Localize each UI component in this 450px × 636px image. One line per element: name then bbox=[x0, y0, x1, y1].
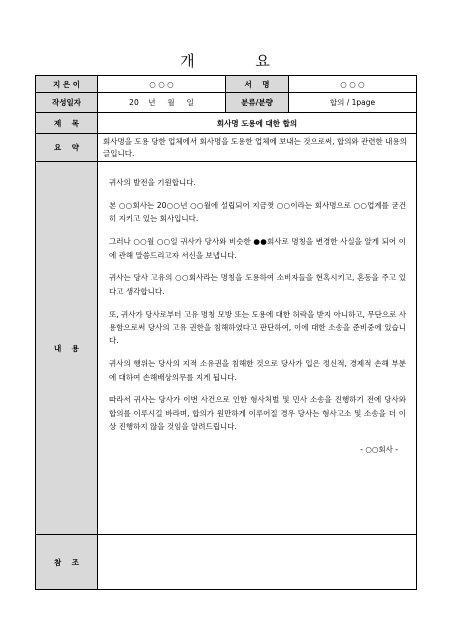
content-label: 내 용 bbox=[36, 162, 98, 535]
reference-value[interactable] bbox=[98, 535, 417, 590]
summary-label: 요 약 bbox=[36, 134, 98, 162]
document-title: 개 요 bbox=[180, 52, 298, 70]
signature-value[interactable]: ○ ○ ○ bbox=[289, 76, 417, 93]
reference-label: 참 조 bbox=[36, 535, 98, 590]
content-paragraph: 본 ○○회사는 20○○년 ○○월에 설립되어 지금껏 ○○이라는 회사명으로 ○○업계를 굳건히 지키고 있는 회사입니다. bbox=[109, 201, 406, 224]
category-label: 분류/분량 bbox=[226, 93, 289, 113]
summary-sheet bbox=[35, 75, 417, 590]
content-paragraph: 귀사의 발전을 기원합니다. bbox=[109, 178, 196, 188]
summary-value[interactable]: 회사명을 도용 당한 업체에서 회사명을 도용한 업체에 보내는 것으로써, 합의와 관련한 내용의 글입니다. bbox=[98, 134, 417, 162]
content-paragraph: 귀사는 당사 고유의 ○○회사라는 명칭을 도용하여 소비자들을 현혹시키고, 혼동을 주고 있다고 생각합니다. bbox=[109, 273, 406, 296]
date-label: 작성일자 bbox=[36, 93, 98, 113]
signature-label: 서 명 bbox=[226, 76, 289, 93]
company-sign: - ○○회사 - bbox=[360, 444, 398, 454]
writer-value[interactable]: ○ ○ ○ bbox=[98, 76, 226, 93]
subject-label: 제 목 bbox=[36, 113, 98, 134]
content-body[interactable] bbox=[98, 162, 417, 535]
content-paragraph: 따라서 귀사는 당사가 이번 사건으로 인한 형사처벌 및 민사 소송을 진행하기 전에 당사와 합의를 이루시길 바라며, 합의가 원만하게 이루어질 경우 당사는 형사고소 및 소송을 더 이상 진행하지 않을 것임을 알려드립니다. bbox=[109, 395, 406, 432]
category-value[interactable]: 합의 / 1page bbox=[289, 93, 417, 113]
content-paragraph: 귀사의 행위는 당사의 지적 소유권을 침해한 것으로 당사가 입은 정신적, 경제적 손해 부분에 대하여 손해배상의무를 지게 됩니다. bbox=[109, 359, 406, 382]
date-value[interactable]: 20 년 월 일 bbox=[98, 93, 226, 113]
content-paragraph: 또, 귀사가 당사로부터 고유 명칭 모방 또는 도용에 대한 허락을 받지 아니하고, 무단으로 사용함으로써 당사의 고유 권한을 침해하였다고 판단하여, 이에 대한 소송을 준비중에 있습니다. bbox=[109, 309, 406, 346]
writer-label: 지 은 이 bbox=[36, 76, 98, 93]
subject-value[interactable]: 회사명 도용에 대한 합의 bbox=[98, 113, 417, 134]
content-paragraph: 그러나 ○○월 ○○일 귀사가 당사와 비슷한 ●●회사로 명칭을 변경한 사실을 알게 되어 이에 관해 말씀드리고자 서신을 보냅니다. bbox=[109, 237, 406, 260]
